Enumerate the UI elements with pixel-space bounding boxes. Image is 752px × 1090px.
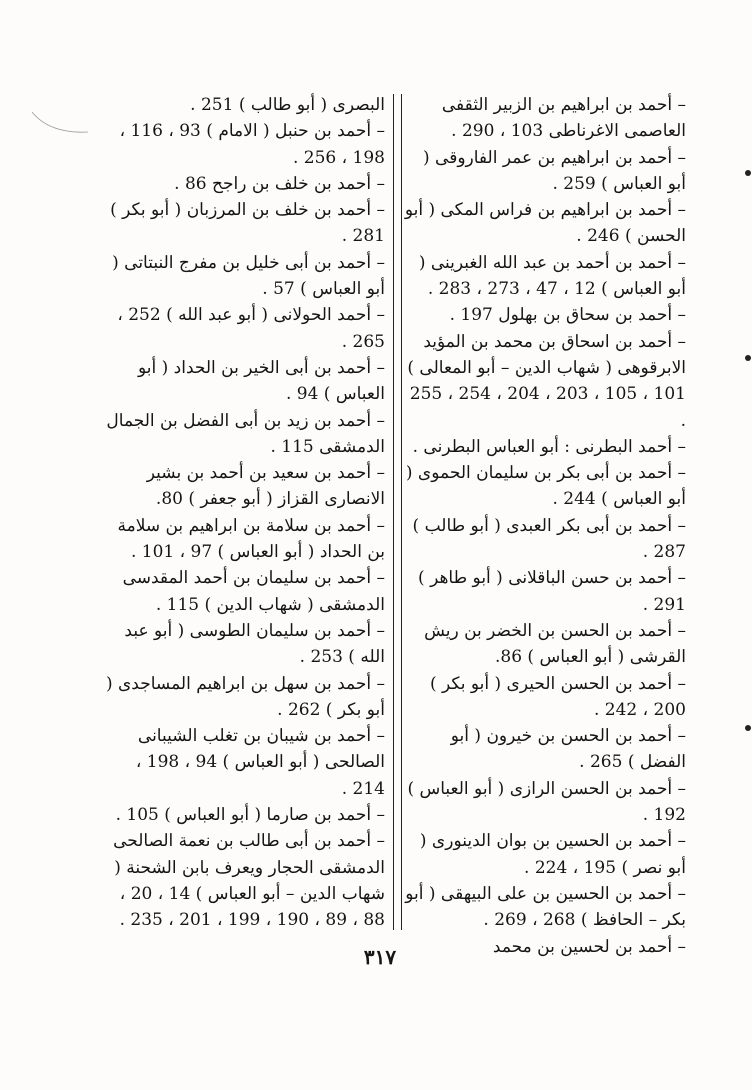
index-entry: – أحمد بن صارما ( أبو العباس ) 105 .	[115, 805, 385, 826]
index-entry: – أحمد بن أحمد بن عبد الله الغبرينى ( أبو العباس ) 12 ، 47 ، 273 ، 283 .	[418, 252, 686, 300]
margin-dot	[745, 170, 751, 176]
index-entry: – أحمد بن الحسن بن خيرون ( أبو الفضل ) 265 .	[450, 726, 686, 773]
index-entry: – أحمد بن أبى طالب بن نعمة الصالحى الدمشقى الحجار ويعرف بابن الشحنة ( شهاب الدين – أبو العباس ) 14 ، 20 ، 88 ، 89 ، 190 ، 199 ، 201 ، 235 .	[113, 831, 385, 931]
index-column-right	[404, 92, 686, 960]
index-entry: – أحمد بن زيد بن أبى الفضل بن الجمال الدمشقى 115 .	[106, 410, 385, 457]
index-entry: – أحمد بن أبى الخير بن الحداد ( أبو العباس ) 94 .	[137, 357, 385, 405]
index-entry: – أحمد بن سحاق بن بهلول 197 .	[449, 305, 686, 326]
index-entry: – أحمد بن الحسن الحيرى ( أبو بكر ) 200 ، 242 .	[429, 673, 686, 720]
index-entry: – أحمد بن ابراهيم بن عمر الفاروقى ( أبو العباس ) 259 .	[422, 147, 686, 194]
index-entry: – أحمد بن الحسين بن بوان الدينورى ( أبو نصر ) 195 ، 224 .	[419, 831, 686, 878]
index-entry: – أحمد بن شيبان بن تغلب الشيبانى الصالحى ( أبو العباس ) 94 ، 198 ، 214 .	[135, 726, 385, 799]
index-entry: – أحمد بن لحسين بن محمد	[492, 936, 686, 957]
index-entry: – أحمد بن أبى بكر العبدى ( أبو طالب ) 287 .	[412, 515, 686, 563]
index-entry: – أحمد بن الحسن الرازى ( أبو العباس ) 192 .	[407, 778, 686, 826]
column-divider	[393, 94, 402, 930]
index-entry: – أحمد بن حسن الباقلانى ( أبو طاهر ) 291 .	[418, 568, 686, 615]
index-entry: – أحمد بن سعيد بن أحمد بن بشير الانصارى القزاز ( أبو جعفر ) 80.	[146, 463, 385, 510]
index-entry: – أحمد بن خلف بن راجح 86 .	[174, 173, 385, 194]
index-entry: – أحمد بن الحسن بن الخضر بن ريش القرشى ( أبو العباس ) 86.	[424, 620, 686, 668]
index-entry: البصرى ( أبو طالب ) 251 .	[190, 95, 385, 115]
index-entry: – أحمد بن سهل بن ابراهيم المساجدى ( أبو بكر ) 262 .	[105, 673, 385, 720]
margin-dot	[745, 355, 751, 361]
index-entry: – أحمد بن خلف بن المرزبان ( أبو بكر ) 281 .	[110, 200, 385, 247]
margin-dot	[745, 725, 751, 731]
index-entry: – أحمد بن ابراهيم بن فراس المكى ( أبو الحسن ) 246 .	[404, 200, 686, 247]
index-entry: – أحمد بن أبى خليل بن مفرج النبتاتى ( أبو العباس ) 57 .	[112, 252, 385, 300]
index-column-left	[105, 92, 385, 934]
page-number: ٣١٧	[363, 945, 397, 969]
index-entry: – أحمد بن الحسين بن على البيهقى ( أبو بكر – الحافظ ) 268 ، 269 .	[405, 883, 686, 931]
index-entry: – أحمد بن ابراهيم بن الزبير الثقفى العاصمى الاغرناطى 103 ، 290 .	[441, 95, 686, 142]
index-entry: – أحمد بن سلامة بن ابراهيم بن سلامة بن الحداد ( أبو العباس ) 97 ، 101 .	[117, 515, 385, 563]
index-entry: – أحمد الحولانى ( أبو عبد الله ) 252 ، 265 .	[117, 305, 385, 352]
index-entry: – أحمد بن حنبل ( الامام ) 93 ، 116 ، 198 ، 256 .	[119, 121, 385, 168]
index-entry: – أحمد بن سليمان الطوسى ( أبو عبد الله ) 253 .	[124, 620, 385, 668]
index-entry: – أحمد بن سليمان بن أحمد المقدسى الدمشقى ( شهاب الدين ) 115 .	[122, 568, 385, 615]
index-entry: – أحمد بن اسحاق بن محمد بن المؤيد الابرقوهى ( شهاب الدين – أبو المعالى ) 101 ، 105 ، 203 ، 204 ، 254 ، 255 .	[407, 331, 686, 431]
index-entry: – أحمد بن أبى بكر بن سليمان الحموى ( أبو العباس ) 244 .	[405, 463, 686, 510]
page-curl-mark	[30, 110, 90, 140]
index-entry: – أحمد البطرنى : أبو العباس البطرنى .	[412, 436, 686, 457]
